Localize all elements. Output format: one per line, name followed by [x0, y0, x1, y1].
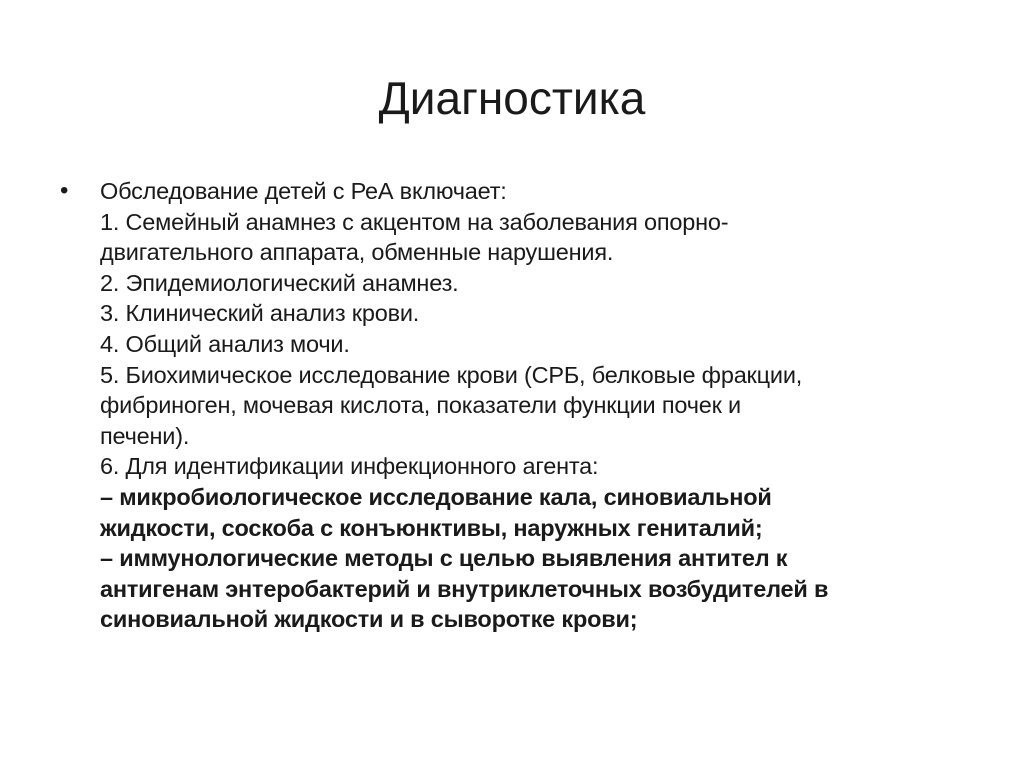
body-line: двигательного аппарата, обменные нарушения.: [100, 239, 614, 266]
bold-line: – микробиологическое исследование кала, синовиальной: [100, 483, 772, 510]
slide-body: [100, 176, 990, 635]
body-line: печени).: [100, 422, 190, 449]
bold-line: – иммунологические методы с целью выявления антител к: [100, 545, 788, 572]
body-line: Обследование детей с РеА включает:: [100, 178, 507, 204]
body-line: 4. Общий анализ мочи.: [100, 330, 350, 357]
body-line: 2. Эпидемиологический анамнез.: [100, 269, 459, 296]
bullet-icon: •: [60, 177, 69, 204]
bold-line: синовиальной жидкости и в сыворотке крови;: [100, 606, 638, 633]
bold-line: антигенам энтеробактерий и внутриклеточных возбудителей в: [100, 575, 829, 602]
body-line: 3. Клинический анализ крови.: [100, 300, 420, 327]
bold-line: жидкости, соскоба с конъюнктивы, наружных гениталий;: [100, 514, 763, 541]
slide-title: Диагностика: [378, 72, 646, 124]
body-line: 6. Для идентификации инфекционного агента:: [100, 453, 599, 480]
body-line: 1. Семейный анамнез с акцентом на заболевания опорно-: [100, 208, 729, 235]
body-line: 5. Биохимическое исследование крови (СРБ, белковые фракции,: [100, 361, 803, 388]
body-line: фибриноген, мочевая кислота, показатели функции почек и: [100, 392, 741, 419]
